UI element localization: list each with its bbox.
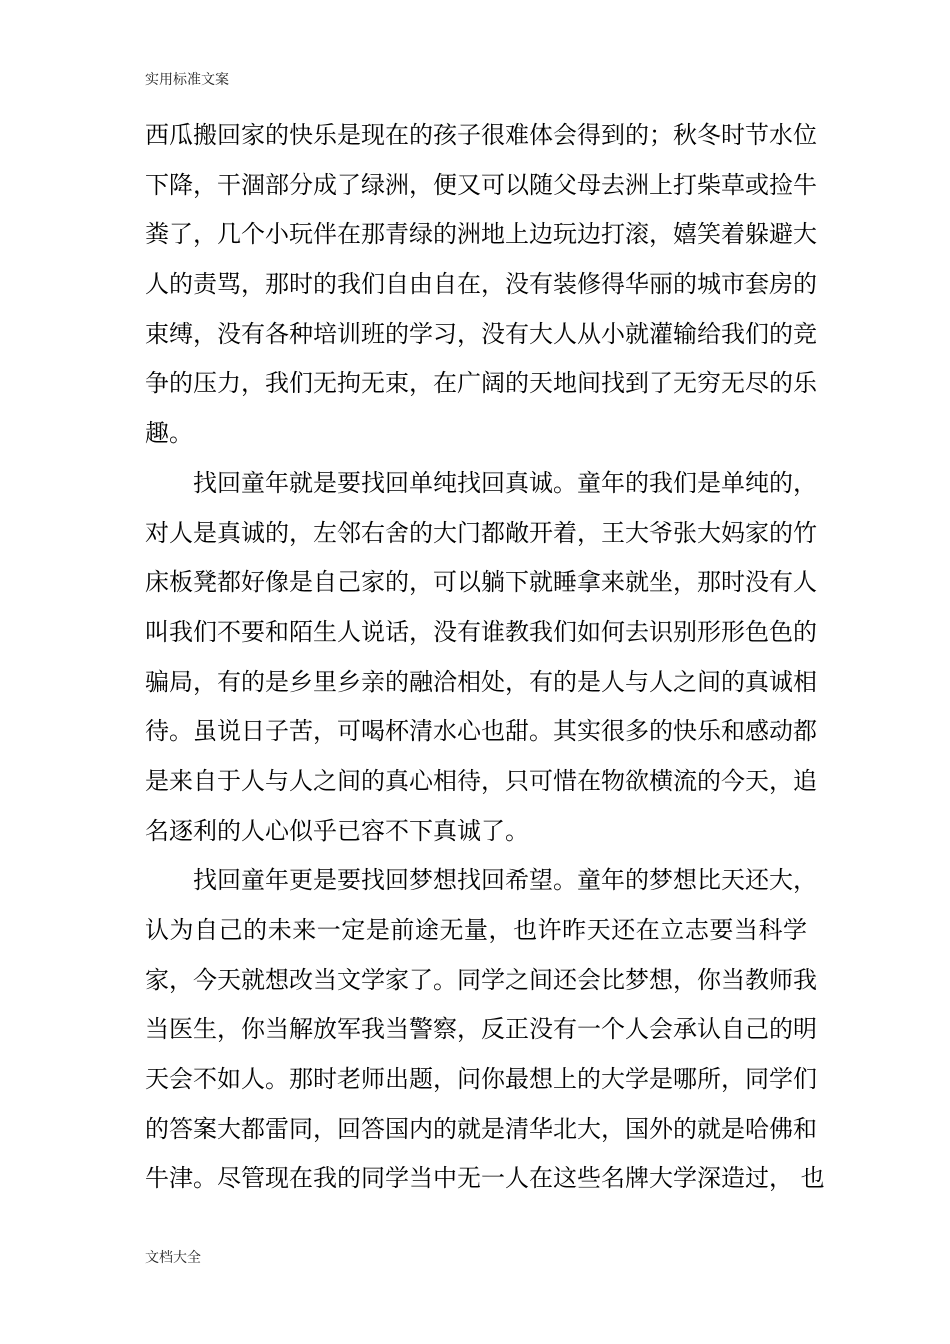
text-line: 家，今天就想改当文学家了。同学之间还会比梦想，你当教师我 (145, 965, 817, 994)
text-line: 叫我们不要和陌生人说话，没有谁教我们如何去识别形形色色的 (145, 617, 817, 646)
text-line: 名逐利的人心似乎已容不下真诚了。 (145, 816, 529, 845)
paragraph-2 (145, 459, 817, 857)
text-line: 床板凳都好像是自己家的，可以躺下就睡拿来就坐，那时没有人 (145, 568, 817, 597)
text-line: 下降，干涸部分成了绿洲，便又可以随父母去洲上打柴草或捡牛 (145, 170, 817, 199)
text-line: 待。虽说日子苦，可喝杯清水心也甜。其实很多的快乐和感动都 (145, 717, 817, 746)
text-line: 争的压力，我们无拘无束，在广阔的天地间找到了无穷无尽的乐 (145, 369, 817, 398)
text-line: 西瓜搬回家的快乐是现在的孩子很难体会得到的；秋冬时节水位 (145, 121, 817, 149)
page-footer: 文档大全 (145, 1250, 201, 1266)
text-line: 趣。 (145, 419, 193, 448)
text-line: 对人是真诚的，左邻右舍的大门都敞开着，王大爷张大妈家的竹 (145, 518, 817, 547)
text-line: 找回童年更是要找回梦想找回希望。童年的梦想比天还大， (193, 866, 817, 895)
text-line: 束缚，没有各种培训班的学习，没有大人从小就灌输给我们的竞 (145, 319, 817, 348)
paragraph-1 (145, 111, 817, 459)
text-line: 认为自己的未来一定是前途无量，也许昨天还在立志要当科学 (145, 916, 807, 944)
text-line: 粪了，几个小玩伴在那青绿的洲地上边玩边打滚，嬉笑着躲避大 (145, 220, 817, 249)
page-header: 实用标准文案 (145, 72, 229, 88)
text-line: 的答案大都雷同，回答国内的就是清华北大，国外的就是哈佛和 (145, 1114, 817, 1143)
text-line: 是来自于人与人之间的真心相待，只可惜在物欲横流的今天，追 (145, 766, 817, 795)
text-line: 找回童年就是要找回单纯找回真诚。童年的我们是单纯的， (193, 468, 817, 497)
text-line: 骗局，有的是乡里乡亲的融洽相处，有的是人与人之间的真诚相 (145, 667, 817, 696)
text-line: 天会不如人。那时老师出题，问你最想上的大学是哪所，同学们 (145, 1065, 817, 1094)
document-body (145, 111, 825, 1204)
text-line: 人的责骂，那时的我们自由自在，没有装修得华丽的城市套房的 (145, 270, 817, 299)
text-line: 当医生，你当解放军我当警察，反正没有一个人会承认自己的明 (145, 1015, 817, 1044)
text-line: 牛津。尽管现在我的同学当中无一人在这些名牌大学深造过， 也 (145, 1164, 825, 1193)
paragraph-3 (145, 856, 825, 1204)
